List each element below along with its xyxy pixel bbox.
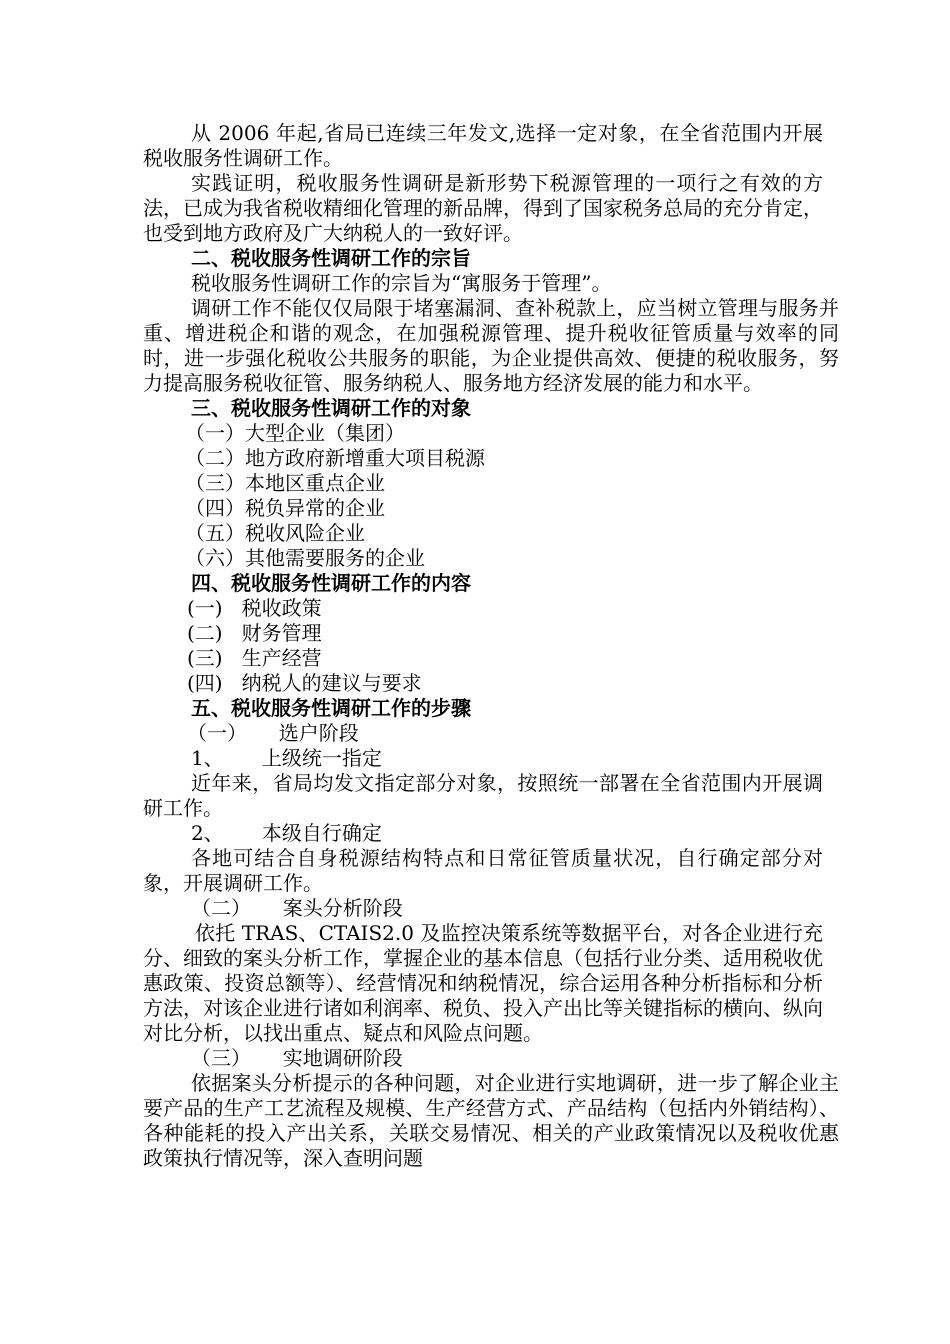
- paragraph-intro: 从 2006 年起,省局已连续三年发文,选择一定对象，在全省范围内开展税收服务性调研工作。: [143, 121, 823, 170]
- paragraph-desk-analysis: 依托 TRAS、CTAIS2.0 及监控决策系统等数据平台，对各企业进行充分、细致的案头分析工作，掌握企业的基本信息（包括行业分类、适用税收优惠政策、投资总额等）、经营情况和纳税情况，综合运用各种分析指标和分析方法，对该企业进行诸如利润率、税负、投入产出比等关键指标的横向、纵向对比分析，以找出重点、疑点和风险点问题。: [143, 921, 823, 1045]
- stage-heading-field-research: （三） 实地调研阶段: [191, 1046, 403, 1070]
- paragraph-field-research: 依据案头分析提示的各种问题，对企业进行实地调研，进一步了解企业主要产品的生产工艺流程及规模、生产经营方式、产品结构（包括内外销结构）、各种能耗的投入产出关系，关联交易情况、相关的产业政策情况以及税收优惠政策执行情况等，深入查明问题: [143, 1071, 839, 1170]
- list-item-object: （三）本地区重点企业: [185, 471, 385, 495]
- section-heading-contents: 四、税收服务性调研工作的内容: [191, 571, 471, 595]
- list-item-object: （五）税收风险企业: [185, 521, 365, 545]
- section-heading-purpose: 二、税收服务性调研工作的宗旨: [191, 246, 471, 270]
- paragraph-assigned: 近年来，省局均发文指定部分对象，按照统一部署在全省范围内开展调研工作。: [143, 771, 823, 820]
- list-item-object: （一）大型企业（集团）: [185, 421, 405, 445]
- paragraph-purpose-detail: 调研工作不能仅仅局限于堵塞漏洞、查补税款上，应当树立管理与服务并重、增进税企和谐的观念，在加强税源管理、提升税收征管质量与效率的同时，进一步强化税收公共服务的职能，为企业提供高效、便捷的税收服务，努力提高服务税收征管、服务纳税人、服务地方经济发展的能力和水平。: [143, 296, 839, 395]
- list-item-object: （六）其他需要服务的企业: [185, 546, 425, 570]
- paragraph-purpose: 税收服务性调研工作的宗旨为“寓服务于管理”。: [191, 271, 612, 295]
- document-body: [143, 121, 839, 1171]
- section-heading-objects: 三、税收服务性调研工作的对象: [191, 396, 471, 420]
- list-item-object: （二）地方政府新增重大项目税源: [185, 446, 485, 470]
- section-heading-steps: 五、税收服务性调研工作的步骤: [191, 696, 471, 720]
- list-item-content: (四) 纳税人的建议与要求: [187, 671, 422, 695]
- stage-heading-desk-analysis: （二） 案头分析阶段: [191, 896, 403, 920]
- paragraph-practice: 实践证明，税收服务性调研是新形势下税源管理的一项行之有效的方法，已成为我省税收精细化管理的新品牌，得到了国家税务总局的充分肯定，也受到地方政府及广大纳税人的一致好评。: [143, 171, 823, 245]
- list-item-content: (一) 税收政策: [187, 596, 322, 620]
- paragraph-self-determined: 各地可结合自身税源结构特点和日常征管质量状况，自行确定部分对象，开展调研工作。: [143, 846, 823, 895]
- step-heading-self-determined: 2、 本级自行确定: [191, 821, 382, 845]
- list-item-content: (二) 财务管理: [187, 621, 322, 645]
- step-heading-assigned: 1、 上级统一指定: [191, 746, 382, 770]
- list-item-object: （四）税负异常的企业: [185, 496, 385, 520]
- list-item-content: (三) 生产经营: [187, 646, 322, 670]
- stage-heading-selection: （一） 选户阶段: [187, 721, 359, 745]
